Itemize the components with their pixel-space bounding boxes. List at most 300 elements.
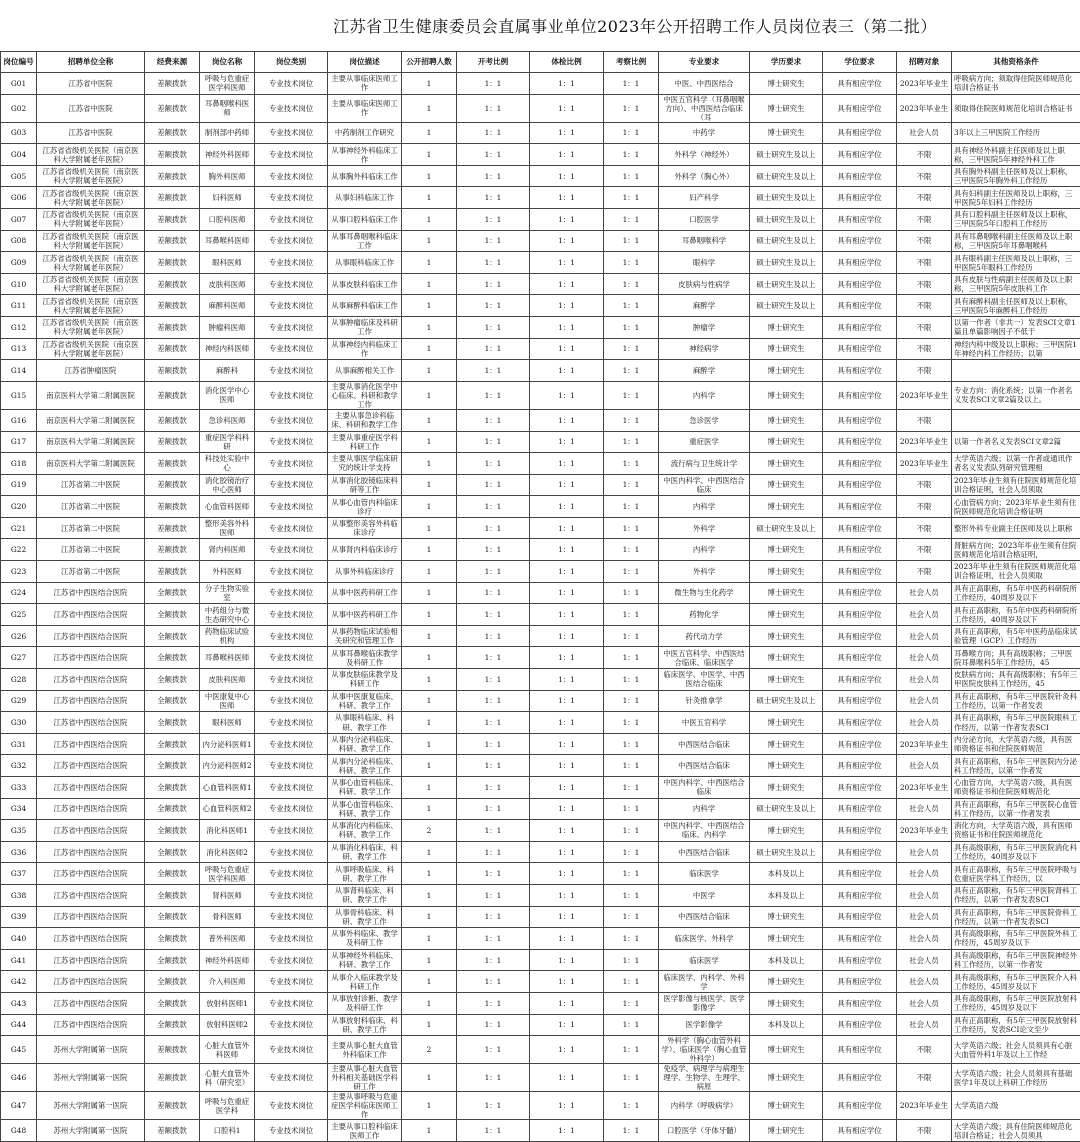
cell-physical-exam-ratio: 1：1 (530, 755, 604, 777)
cell-inspection-ratio: 1：1 (604, 73, 659, 95)
cell-funding-source: 差额拨款 (145, 295, 200, 317)
cell-post-id: G18 (1, 453, 37, 475)
cell-degree-requirement: 具有相应学位 (823, 604, 897, 626)
cell-post-description: 从事中医药科研工作 (328, 604, 402, 626)
cell-exam-ratio: 1：1 (457, 928, 530, 950)
cell-headcount: 1 (402, 625, 457, 647)
cell-degree-requirement: 具有相应学位 (823, 122, 897, 144)
cell-post-id: G16 (1, 409, 37, 431)
cell-employer: 江苏省中西医结合医院 (37, 971, 145, 993)
cell-post-description: 主要从事重症医学科科研工作 (328, 431, 402, 453)
cell-funding-source: 差额拨款 (145, 360, 200, 382)
cell-post-name: 胸外科医师 (200, 165, 255, 187)
cell-funding-source: 全额拨款 (145, 777, 200, 799)
cell-education-requirement: 博士研究生 (750, 1036, 823, 1064)
cell-post-description: 从事胸外科临床工作 (328, 165, 402, 187)
cell-employer: 江苏省第二中医院 (37, 517, 145, 539)
cell-degree-requirement: 具有相应学位 (823, 1120, 897, 1142)
cell-post-category: 专业技术岗位 (255, 360, 328, 382)
cell-headcount: 1 (402, 517, 457, 539)
cell-headcount: 1 (402, 863, 457, 885)
cell-post-id: G40 (1, 928, 37, 950)
cell-other-qualifications: 具有妇科副主任医师及以上职称，三甲医院5年妇科工作经历 (952, 187, 1080, 209)
cell-physical-exam-ratio: 1：1 (530, 561, 604, 583)
cell-inspection-ratio: 1：1 (604, 517, 659, 539)
cell-education-requirement: 博士研究生 (750, 94, 823, 122)
cell-major-requirement: 中西医结合临床 (659, 733, 750, 755)
cell-headcount: 1 (402, 360, 457, 382)
cell-post-id: G04 (1, 144, 37, 166)
cell-post-id: G41 (1, 949, 37, 971)
cell-exam-ratio: 1：1 (457, 381, 530, 409)
cell-post-id: G31 (1, 733, 37, 755)
cell-funding-source: 差额拨款 (145, 187, 200, 209)
cell-employer: 江苏省中医院 (37, 73, 145, 95)
cell-physical-exam-ratio: 1：1 (530, 863, 604, 885)
cell-exam-ratio: 1：1 (457, 1014, 530, 1036)
table-row (1, 295, 1080, 317)
cell-education-requirement: 博士研究生 (750, 73, 823, 95)
cell-exam-ratio: 1：1 (457, 94, 530, 122)
cell-headcount: 1 (402, 971, 457, 993)
cell-other-qualifications: 具有口腔科副主任医师及以上职称，三甲医院5年口腔科工作经历 (952, 209, 1080, 231)
cell-other-qualifications (952, 360, 1080, 382)
cell-funding-source: 差额拨款 (145, 94, 200, 122)
cell-inspection-ratio: 1：1 (604, 884, 659, 906)
cell-physical-exam-ratio: 1：1 (530, 338, 604, 360)
cell-post-name: 耳鼻喉科医师 (200, 230, 255, 252)
cell-exam-ratio: 1：1 (457, 647, 530, 669)
cell-other-qualifications: 2023年毕业生须有住院医师规范化培训合格证明，社会人员须取 (952, 474, 1080, 496)
cell-post-name: 肿瘤科医师 (200, 317, 255, 339)
cell-post-name: 心血管科医师1 (200, 777, 255, 799)
cell-inspection-ratio: 1：1 (604, 625, 659, 647)
cell-post-category: 专业技术岗位 (255, 1014, 328, 1036)
cell-target-applicants: 不限 (897, 165, 952, 187)
cell-post-id: G46 (1, 1064, 37, 1092)
cell-post-name: 呼吸与危重症医学科 (200, 1092, 255, 1120)
cell-target-applicants: 社会人员 (897, 1014, 952, 1036)
table-row (1, 1092, 1080, 1120)
cell-other-qualifications: 具有正高职称，有5年三甲医院内分泌科工作经历，以第一作者发 (952, 755, 1080, 777)
cell-post-name: 内分泌科医师2 (200, 755, 255, 777)
cell-exam-ratio: 1：1 (457, 992, 530, 1014)
cell-inspection-ratio: 1：1 (604, 94, 659, 122)
cell-post-category: 专业技术岗位 (255, 949, 328, 971)
cell-major-requirement: 外科学 (659, 517, 750, 539)
table-row (1, 409, 1080, 431)
cell-funding-source: 差额拨款 (145, 317, 200, 339)
cell-inspection-ratio: 1：1 (604, 582, 659, 604)
cell-post-description: 从事耳鼻喉临床教学及科研工作 (328, 647, 402, 669)
cell-target-applicants: 不限 (897, 338, 952, 360)
cell-employer: 江苏省省级机关医院（南京医科大学附属老年医院） (37, 295, 145, 317)
cell-headcount: 1 (402, 928, 457, 950)
cell-employer: 江苏省中西医结合医院 (37, 669, 145, 691)
cell-post-name: 口腔科医师 (200, 209, 255, 231)
cell-exam-ratio: 1：1 (457, 604, 530, 626)
cell-major-requirement: 内科学 (659, 496, 750, 518)
cell-major-requirement: 中医内科学、中西医结合临床、内科学 (659, 820, 750, 842)
cell-inspection-ratio: 1：1 (604, 712, 659, 734)
cell-post-name: 科技处实验中心 (200, 453, 255, 475)
table-row (1, 230, 1080, 252)
cell-employer: 江苏省中西医结合医院 (37, 582, 145, 604)
cell-physical-exam-ratio: 1：1 (530, 1092, 604, 1120)
cell-exam-ratio: 1：1 (457, 949, 530, 971)
cell-target-applicants: 社会人员 (897, 647, 952, 669)
cell-inspection-ratio: 1：1 (604, 906, 659, 928)
cell-post-id: G14 (1, 360, 37, 382)
cell-physical-exam-ratio: 1：1 (530, 820, 604, 842)
cell-post-category: 专业技术岗位 (255, 1036, 328, 1064)
cell-physical-exam-ratio: 1：1 (530, 625, 604, 647)
cell-major-requirement: 流行病与卫生统计学 (659, 453, 750, 475)
cell-inspection-ratio: 1：1 (604, 755, 659, 777)
cell-major-requirement: 口腔医学 (659, 209, 750, 231)
cell-post-category: 专业技术岗位 (255, 453, 328, 475)
cell-funding-source: 差额拨款 (145, 144, 200, 166)
cell-headcount: 1 (402, 1120, 457, 1142)
cell-headcount: 1 (402, 230, 457, 252)
cell-major-requirement: 神经病学 (659, 338, 750, 360)
cell-exam-ratio: 1：1 (457, 517, 530, 539)
cell-major-requirement: 外科学 (659, 561, 750, 583)
column-header-post-category: 岗位类别 (255, 52, 328, 73)
cell-post-description: 主要从事心脏大血管外科相关基础医学科研工作 (328, 1064, 402, 1092)
cell-post-category: 专业技术岗位 (255, 409, 328, 431)
cell-employer: 江苏省中西医结合医院 (37, 992, 145, 1014)
cell-inspection-ratio: 1：1 (604, 1092, 659, 1120)
cell-target-applicants: 社会人员 (897, 625, 952, 647)
cell-post-name: 皮肤科医师 (200, 669, 255, 691)
table-row (1, 209, 1080, 231)
cell-education-requirement: 本科及以上 (750, 1014, 823, 1036)
column-header-other-qualifications: 其他资格条件 (952, 52, 1080, 73)
cell-degree-requirement: 具有相应学位 (823, 209, 897, 231)
cell-major-requirement: 中西医结合临床 (659, 841, 750, 863)
column-header-post-id: 岗位编号 (1, 52, 37, 73)
cell-post-description: 主要从事急诊科临床、科研和教学工作 (328, 409, 402, 431)
cell-degree-requirement: 具有相应学位 (823, 561, 897, 583)
cell-post-id: G35 (1, 820, 37, 842)
cell-physical-exam-ratio: 1：1 (530, 971, 604, 993)
cell-major-requirement: 中医五官科学、中西医结合临床、临床医学 (659, 647, 750, 669)
cell-exam-ratio: 1：1 (457, 230, 530, 252)
cell-education-requirement: 博士研究生 (750, 820, 823, 842)
cell-other-qualifications: 具有正高职称，有5年中医药科研院所工作经历，40周岁及以下 (952, 582, 1080, 604)
cell-exam-ratio: 1：1 (457, 971, 530, 993)
cell-post-id: G02 (1, 94, 37, 122)
cell-education-requirement: 博士研究生 (750, 474, 823, 496)
cell-inspection-ratio: 1：1 (604, 295, 659, 317)
cell-headcount: 1 (402, 798, 457, 820)
cell-degree-requirement: 具有相应学位 (823, 496, 897, 518)
cell-major-requirement: 重症医学 (659, 431, 750, 453)
table-row (1, 273, 1080, 295)
cell-major-requirement: 皮肤病与性病学 (659, 273, 750, 295)
cell-other-qualifications: 具有高级职称，有5年三甲医院放射科工作经历，45周岁及以下 (952, 992, 1080, 1014)
cell-employer: 苏州大学附属第一医院 (37, 1092, 145, 1120)
cell-other-qualifications: 具有正高职称，有5年三甲医院针灸科工作经历，以第一作者发表 (952, 690, 1080, 712)
cell-post-category: 专业技术岗位 (255, 187, 328, 209)
cell-exam-ratio: 1：1 (457, 73, 530, 95)
cell-education-requirement: 博士研究生 (750, 409, 823, 431)
table-row (1, 187, 1080, 209)
cell-other-qualifications: 心血管方向，大学英语六级，具有医师资格证书和住院医师规范化 (952, 777, 1080, 799)
cell-inspection-ratio: 1：1 (604, 496, 659, 518)
cell-physical-exam-ratio: 1：1 (530, 517, 604, 539)
cell-major-requirement: 免疫学、病理学与病理生理学、生物学、生理学、病原 (659, 1064, 750, 1092)
recruitment-table (0, 51, 1080, 1142)
table-row (1, 971, 1080, 993)
cell-post-id: G36 (1, 841, 37, 863)
cell-employer: 南京医科大学第二附属医院 (37, 453, 145, 475)
cell-employer: 江苏省中西医结合医院 (37, 625, 145, 647)
cell-post-category: 专业技术岗位 (255, 273, 328, 295)
cell-employer: 江苏省中西医结合医院 (37, 647, 145, 669)
cell-exam-ratio: 1：1 (457, 496, 530, 518)
cell-other-qualifications: 具有正高职称，有5年三甲医院心血管科工作经历，以第一作者发表 (952, 798, 1080, 820)
cell-exam-ratio: 1：1 (457, 338, 530, 360)
cell-headcount: 1 (402, 496, 457, 518)
cell-education-requirement: 博士研究生 (750, 496, 823, 518)
cell-funding-source: 全额拨款 (145, 928, 200, 950)
cell-post-name: 皮肤科医师 (200, 273, 255, 295)
cell-other-qualifications: 以第一作者名义发表SCI文章2篇 (952, 431, 1080, 453)
cell-post-description: 从事内分泌科临床、科研、教学工作 (328, 755, 402, 777)
cell-employer: 江苏省省级机关医院（南京医科大学附属老年医院） (37, 230, 145, 252)
cell-post-description: 从事肾科临床、科研、教学工作 (328, 884, 402, 906)
cell-headcount: 1 (402, 209, 457, 231)
cell-exam-ratio: 1：1 (457, 1036, 530, 1064)
cell-exam-ratio: 1：1 (457, 209, 530, 231)
cell-major-requirement: 耳鼻咽喉科学 (659, 230, 750, 252)
cell-degree-requirement: 具有相应学位 (823, 949, 897, 971)
cell-other-qualifications: 具有皮肤与性病副主任医师及以上职称，三甲医院5年皮肤科工作 (952, 273, 1080, 295)
cell-physical-exam-ratio: 1：1 (530, 733, 604, 755)
cell-funding-source: 全额拨款 (145, 1014, 200, 1036)
cell-inspection-ratio: 1：1 (604, 122, 659, 144)
cell-headcount: 1 (402, 295, 457, 317)
cell-major-requirement: 中医内科学、中西医结合临床 (659, 474, 750, 496)
cell-degree-requirement: 具有相应学位 (823, 73, 897, 95)
cell-headcount: 1 (402, 733, 457, 755)
cell-employer: 南京医科大学第二附属医院 (37, 409, 145, 431)
cell-exam-ratio: 1：1 (457, 755, 530, 777)
cell-inspection-ratio: 1：1 (604, 820, 659, 842)
column-header-exam-ratio: 开考比例 (457, 52, 530, 73)
column-header-inspection-ratio: 考察比例 (604, 52, 659, 73)
cell-employer: 江苏省第二中医院 (37, 496, 145, 518)
cell-other-qualifications: 具有正高职称，有5年中医药科研院所工作经历，40周岁及以下 (952, 604, 1080, 626)
cell-funding-source: 差额拨款 (145, 1092, 200, 1120)
cell-exam-ratio: 1：1 (457, 187, 530, 209)
cell-inspection-ratio: 1：1 (604, 381, 659, 409)
cell-post-category: 专业技术岗位 (255, 165, 328, 187)
cell-physical-exam-ratio: 1：1 (530, 906, 604, 928)
cell-exam-ratio: 1：1 (457, 453, 530, 475)
cell-post-description: 从事消化内科临床、科研、教学工作 (328, 820, 402, 842)
cell-major-requirement: 内科学 (659, 798, 750, 820)
cell-target-applicants: 社会人员 (897, 863, 952, 885)
cell-target-applicants: 2023年毕业生 (897, 1092, 952, 1120)
cell-employer: 江苏省省级机关医院（南京医科大学附属老年医院） (37, 209, 145, 231)
cell-funding-source: 全额拨款 (145, 712, 200, 734)
cell-post-description: 主要从事呼吸与危重症医学科临床医师工作 (328, 1092, 402, 1120)
cell-physical-exam-ratio: 1：1 (530, 360, 604, 382)
cell-other-qualifications: 具有正高职称，有5年三甲医院肾科工作经历，以第一作者发表SCI (952, 884, 1080, 906)
cell-degree-requirement: 具有相应学位 (823, 144, 897, 166)
cell-post-description: 从事皮肤临床教学及科研工作 (328, 669, 402, 691)
table-row (1, 690, 1080, 712)
cell-degree-requirement: 具有相应学位 (823, 474, 897, 496)
cell-physical-exam-ratio: 1：1 (530, 165, 604, 187)
cell-physical-exam-ratio: 1：1 (530, 1120, 604, 1142)
cell-education-requirement: 硕士研究生及以上 (750, 230, 823, 252)
cell-education-requirement: 硕士研究生及以上 (750, 295, 823, 317)
table-row (1, 992, 1080, 1014)
cell-target-applicants: 不限 (897, 474, 952, 496)
cell-target-applicants: 社会人员 (897, 971, 952, 993)
cell-post-description: 从事神经外科临床工作 (328, 144, 402, 166)
cell-other-qualifications: 具有正高职称，有5年中医药品临床试验管理（GCP）工作经历 (952, 625, 1080, 647)
cell-post-id: G26 (1, 625, 37, 647)
cell-major-requirement: 麻醉学 (659, 360, 750, 382)
cell-post-category: 专业技术岗位 (255, 712, 328, 734)
cell-major-requirement: 临床医学、中医学、中西医结合临床 (659, 669, 750, 691)
cell-funding-source: 差额拨款 (145, 1036, 200, 1064)
cell-post-description: 从事神经外科临床、科研、教学工作 (328, 949, 402, 971)
cell-post-description: 从事内分泌科临床、科研、教学工作 (328, 733, 402, 755)
cell-funding-source: 全额拨款 (145, 971, 200, 993)
cell-post-name: 中医康复中心医师 (200, 690, 255, 712)
cell-physical-exam-ratio: 1：1 (530, 928, 604, 950)
cell-headcount: 1 (402, 690, 457, 712)
cell-headcount: 1 (402, 252, 457, 274)
cell-employer: 南京医科大学第二附属医院 (37, 381, 145, 409)
cell-inspection-ratio: 1：1 (604, 252, 659, 274)
cell-inspection-ratio: 1：1 (604, 863, 659, 885)
cell-exam-ratio: 1：1 (457, 144, 530, 166)
cell-post-id: G15 (1, 381, 37, 409)
cell-other-qualifications: 具有眼科副主任医师及以上职称，三甲医院5年眼科工作经历 (952, 252, 1080, 274)
cell-employer: 江苏省省级机关医院（南京医科大学附属老年医院） (37, 317, 145, 339)
cell-target-applicants: 社会人员 (897, 712, 952, 734)
cell-education-requirement: 博士研究生 (750, 733, 823, 755)
cell-degree-requirement: 具有相应学位 (823, 453, 897, 475)
cell-post-id: G03 (1, 122, 37, 144)
cell-post-name: 眼科医师 (200, 252, 255, 274)
cell-degree-requirement: 具有相应学位 (823, 712, 897, 734)
cell-post-category: 专业技术岗位 (255, 820, 328, 842)
cell-employer: 江苏省第二中医院 (37, 561, 145, 583)
cell-exam-ratio: 1：1 (457, 712, 530, 734)
cell-exam-ratio: 1：1 (457, 777, 530, 799)
cell-post-description: 主要从事临床医师工作 (328, 94, 402, 122)
cell-post-id: G12 (1, 317, 37, 339)
cell-post-id: G13 (1, 338, 37, 360)
table-row (1, 144, 1080, 166)
cell-post-description: 主要从事医学临床研究的统计学支持 (328, 453, 402, 475)
cell-physical-exam-ratio: 1：1 (530, 539, 604, 561)
cell-physical-exam-ratio: 1：1 (530, 841, 604, 863)
cell-exam-ratio: 1：1 (457, 539, 530, 561)
cell-degree-requirement: 具有相应学位 (823, 777, 897, 799)
cell-inspection-ratio: 1：1 (604, 1120, 659, 1142)
cell-degree-requirement: 具有相应学位 (823, 381, 897, 409)
cell-post-id: G33 (1, 777, 37, 799)
cell-post-name: 神经内科医师 (200, 338, 255, 360)
cell-employer: 江苏省中西医结合医院 (37, 1014, 145, 1036)
cell-physical-exam-ratio: 1：1 (530, 647, 604, 669)
cell-target-applicants: 2023年毕业生 (897, 733, 952, 755)
cell-major-requirement: 中医五官科学 (659, 712, 750, 734)
column-header-funding-source: 经费来源 (145, 52, 200, 73)
cell-inspection-ratio: 1：1 (604, 273, 659, 295)
cell-post-category: 专业技术岗位 (255, 381, 328, 409)
cell-post-id: G09 (1, 252, 37, 274)
cell-inspection-ratio: 1：1 (604, 647, 659, 669)
table-row (1, 539, 1080, 561)
cell-major-requirement: 中医学 (659, 884, 750, 906)
cell-funding-source: 差额拨款 (145, 409, 200, 431)
cell-physical-exam-ratio: 1：1 (530, 252, 604, 274)
table-row (1, 496, 1080, 518)
cell-target-applicants: 不限 (897, 317, 952, 339)
cell-post-name: 消化胶镜治疗中心医师 (200, 474, 255, 496)
cell-exam-ratio: 1：1 (457, 252, 530, 274)
cell-post-category: 专业技术岗位 (255, 209, 328, 231)
cell-post-name: 放射科医师1 (200, 992, 255, 1014)
cell-degree-requirement: 具有相应学位 (823, 1014, 897, 1036)
cell-other-qualifications: 2023年毕业生须有住院医师规范化培训合格证明，社会人员须取 (952, 561, 1080, 583)
cell-post-name: 放射科医师2 (200, 1014, 255, 1036)
cell-post-description: 从事心血管科临床、科研、教学工作 (328, 777, 402, 799)
cell-headcount: 1 (402, 317, 457, 339)
cell-target-applicants: 2023年毕业生 (897, 820, 952, 842)
cell-degree-requirement: 具有相应学位 (823, 647, 897, 669)
cell-employer: 江苏省中西医结合医院 (37, 949, 145, 971)
cell-post-name: 骨科医师 (200, 906, 255, 928)
cell-post-id: G01 (1, 73, 37, 95)
cell-exam-ratio: 1：1 (457, 863, 530, 885)
cell-exam-ratio: 1：1 (457, 1092, 530, 1120)
column-header-target-applicants: 招聘对象 (897, 52, 952, 73)
table-row (1, 317, 1080, 339)
cell-exam-ratio: 1：1 (457, 409, 530, 431)
cell-inspection-ratio: 1：1 (604, 409, 659, 431)
cell-degree-requirement: 具有相应学位 (823, 230, 897, 252)
cell-education-requirement: 博士研究生 (750, 122, 823, 144)
cell-major-requirement: 肿瘤学 (659, 317, 750, 339)
cell-employer: 江苏省中西医结合医院 (37, 798, 145, 820)
cell-post-name: 制剂部中药师 (200, 122, 255, 144)
cell-post-name: 内分泌科医师1 (200, 733, 255, 755)
cell-exam-ratio: 1：1 (457, 295, 530, 317)
cell-post-name: 消化科医师2 (200, 841, 255, 863)
cell-other-qualifications: 具有神经外科副主任医师及以上职称，三甲医院5年神经外科工作 (952, 144, 1080, 166)
cell-post-description: 从事消化科临床、科研、教学工作 (328, 841, 402, 863)
cell-headcount: 1 (402, 539, 457, 561)
cell-target-applicants: 社会人员 (897, 122, 952, 144)
cell-target-applicants: 社会人员 (897, 841, 952, 863)
cell-post-category: 专业技术岗位 (255, 863, 328, 885)
cell-physical-exam-ratio: 1：1 (530, 273, 604, 295)
cell-target-applicants: 不限 (897, 1120, 952, 1142)
cell-post-id: G10 (1, 273, 37, 295)
cell-major-requirement: 针灸推拿学 (659, 690, 750, 712)
